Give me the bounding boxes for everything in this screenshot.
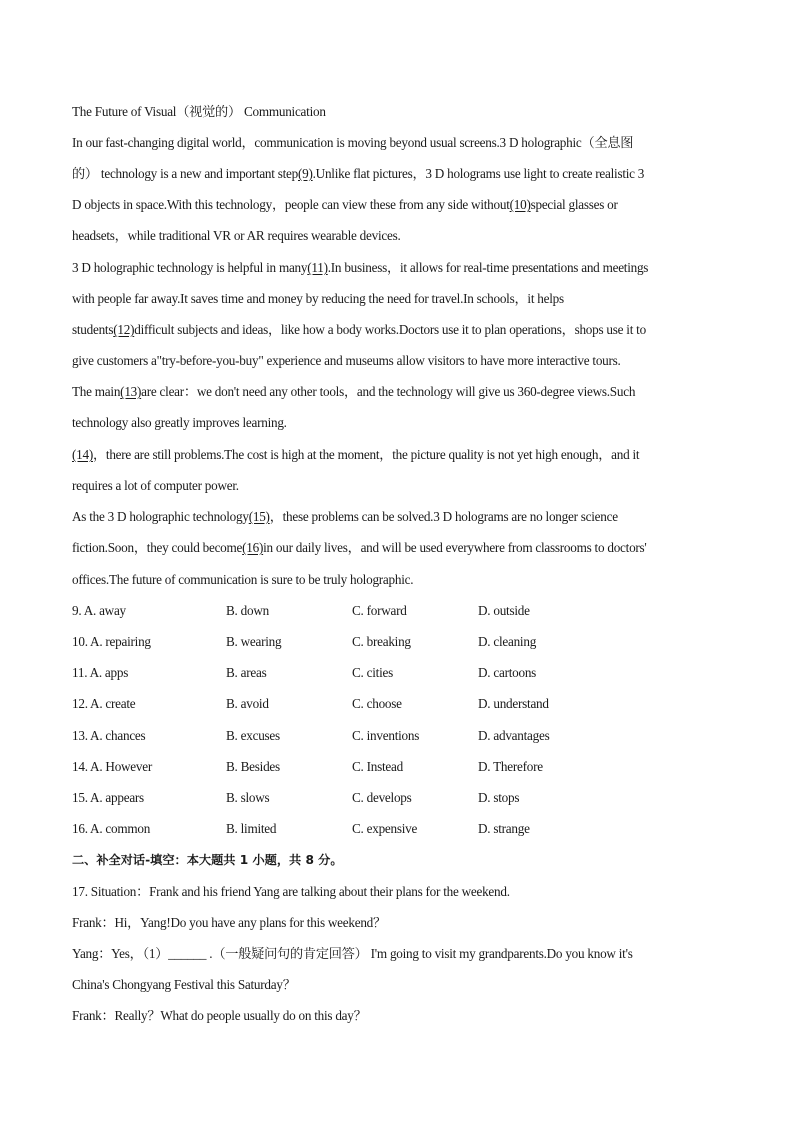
p2-line-1: [72, 260, 648, 276]
text-run: difficult subjects and ideas，like how a body works.Doctors use it to plan operations，shops use it to: [134, 322, 646, 337]
option-c[interactable]: C. forward: [352, 603, 407, 618]
option-a[interactable]: 12. A. create: [72, 696, 136, 711]
blank-12[interactable]: (12): [113, 322, 135, 337]
text-run: As the 3 D holographic technology: [72, 509, 249, 524]
p1-line-4: headsets，while traditional VR or AR requires wearable devices.: [72, 228, 401, 243]
option-b[interactable]: B. excuses: [226, 728, 280, 743]
dialog-situation: 17. Situation：Frank and his friend Yang are talking about their plans for the weekend.: [72, 884, 510, 899]
p2-line-4: give customers a"try-before-you-buy" experience and museums allow visitors to have more interactive tours.: [72, 353, 621, 368]
p3-line-1: [72, 384, 635, 400]
option-b[interactable]: B. wearing: [226, 634, 282, 649]
option-a[interactable]: 16. A. common: [72, 821, 151, 836]
option-c[interactable]: C. inventions: [352, 728, 420, 743]
option-d[interactable]: D. cleaning: [478, 634, 537, 649]
option-a[interactable]: 10. A. repairing: [72, 634, 151, 649]
option-a[interactable]: 14. A. However: [72, 759, 153, 774]
p1-line-1: In our fast-changing digital world，communication is moving beyond usual screens.3 D holographic（全息图: [72, 135, 634, 150]
text-run: 的） technology is a new and important step: [72, 166, 298, 181]
option-b[interactable]: B. areas: [226, 665, 267, 680]
question-10-options: [72, 634, 722, 650]
text-run: fiction.Soon，they could become: [72, 540, 243, 555]
option-c[interactable]: C. choose: [352, 696, 402, 711]
blank-13[interactable]: (13): [120, 384, 142, 399]
option-d[interactable]: D. advantages: [478, 728, 550, 743]
question-15-options: [72, 790, 722, 806]
p4-line-2: requires a lot of computer power.: [72, 478, 239, 493]
text-run: ，there are still problems.The cost is high at the moment，the picture quality is not yet high enough，and it: [92, 447, 640, 462]
text-run: in our daily lives，and will be used everywhere from classrooms to doctors': [263, 540, 647, 555]
blank-15[interactable]: (15): [248, 509, 270, 524]
option-b[interactable]: B. limited: [226, 821, 277, 836]
text-run: D objects in space.With this technology，people can view these from any side without: [72, 197, 510, 212]
option-d[interactable]: D. cartoons: [478, 665, 537, 680]
dialog-line-frank-1: Frank：Hi，Yang!Do you have any plans for this weekend？: [72, 915, 386, 930]
dialog-line-frank-2: Frank：Really？What do people usually do on this day？: [72, 1008, 367, 1023]
p4-line-1: [72, 447, 639, 463]
option-c[interactable]: C. Instead: [352, 759, 403, 774]
p1-line-3: [72, 197, 618, 213]
text-run: ，these problems can be solved.3 D holograms are no longer science: [269, 509, 618, 524]
option-d[interactable]: D. understand: [478, 696, 549, 711]
text-run: students: [72, 322, 114, 337]
p1-line-2: [72, 166, 644, 182]
option-c[interactable]: C. develops: [352, 790, 412, 805]
option-c[interactable]: C. expensive: [352, 821, 418, 836]
question-14-options: [72, 759, 722, 775]
option-a[interactable]: 13. A. chances: [72, 728, 146, 743]
option-d[interactable]: D. strange: [478, 821, 530, 836]
text-run: .Unlike flat pictures，3 D holograms use light to create realistic 3: [312, 166, 645, 181]
option-b[interactable]: B. Besides: [226, 759, 280, 774]
blank-10[interactable]: (10): [509, 197, 531, 212]
question-11-options: [72, 665, 722, 681]
section-heading: 二、补全对话-填空：本大题共 1 小题，共 8 分。: [72, 853, 343, 867]
dialog-line-yang-1: Yang：Yes，（1）______ .（一般疑问句的肯定回答） I'm going to visit my grandparents.Do you know it's: [72, 946, 633, 961]
p2-line-2: with people far away.It saves time and money by reducing the need for travel.In schools，it helps: [72, 291, 564, 306]
p3-line-2: technology also greatly improves learning.: [72, 415, 287, 430]
p5-line-3: offices.The future of communication is sure to be truly holographic.: [72, 572, 414, 587]
p5-line-1: [72, 509, 618, 525]
dialog-line-yang-1-cont: China's Chongyang Festival this Saturday？: [72, 977, 296, 992]
option-b[interactable]: B. down: [226, 603, 269, 618]
option-a[interactable]: 11. A. apps: [72, 665, 129, 680]
text-run: are clear：we don't need any other tools，and the technology will give us 360-degree views.Such: [141, 384, 636, 399]
question-9-options: [72, 603, 722, 619]
question-16-options: [72, 821, 722, 837]
option-c[interactable]: C. cities: [352, 665, 393, 680]
text-run: special glasses or: [530, 197, 618, 212]
option-b[interactable]: B. slows: [226, 790, 270, 805]
passage-title: The Future of Visual（视觉的） Communication: [72, 104, 326, 119]
option-a[interactable]: 15. A. appears: [72, 790, 144, 805]
blank-9[interactable]: (9): [297, 166, 313, 181]
option-a[interactable]: 9. A. away: [72, 603, 126, 618]
option-c[interactable]: C. breaking: [352, 634, 411, 649]
option-d[interactable]: D. outside: [478, 603, 530, 618]
option-d[interactable]: D. Therefore: [478, 759, 543, 774]
text-run: .In business，it allows for real-time presentations and meetings: [327, 260, 649, 275]
blank-14[interactable]: (14): [72, 447, 93, 462]
question-13-options: [72, 728, 722, 744]
text-run: 3 D holographic technology is helpful in many: [72, 260, 308, 275]
question-12-options: [72, 696, 722, 712]
option-b[interactable]: B. avoid: [226, 696, 269, 711]
p2-line-3: [72, 322, 646, 338]
blank-16[interactable]: (16): [242, 540, 264, 555]
p5-line-2: [72, 540, 647, 556]
text-run: The main: [72, 384, 121, 399]
option-d[interactable]: D. stops: [478, 790, 520, 805]
blank-11[interactable]: (11): [307, 260, 328, 275]
